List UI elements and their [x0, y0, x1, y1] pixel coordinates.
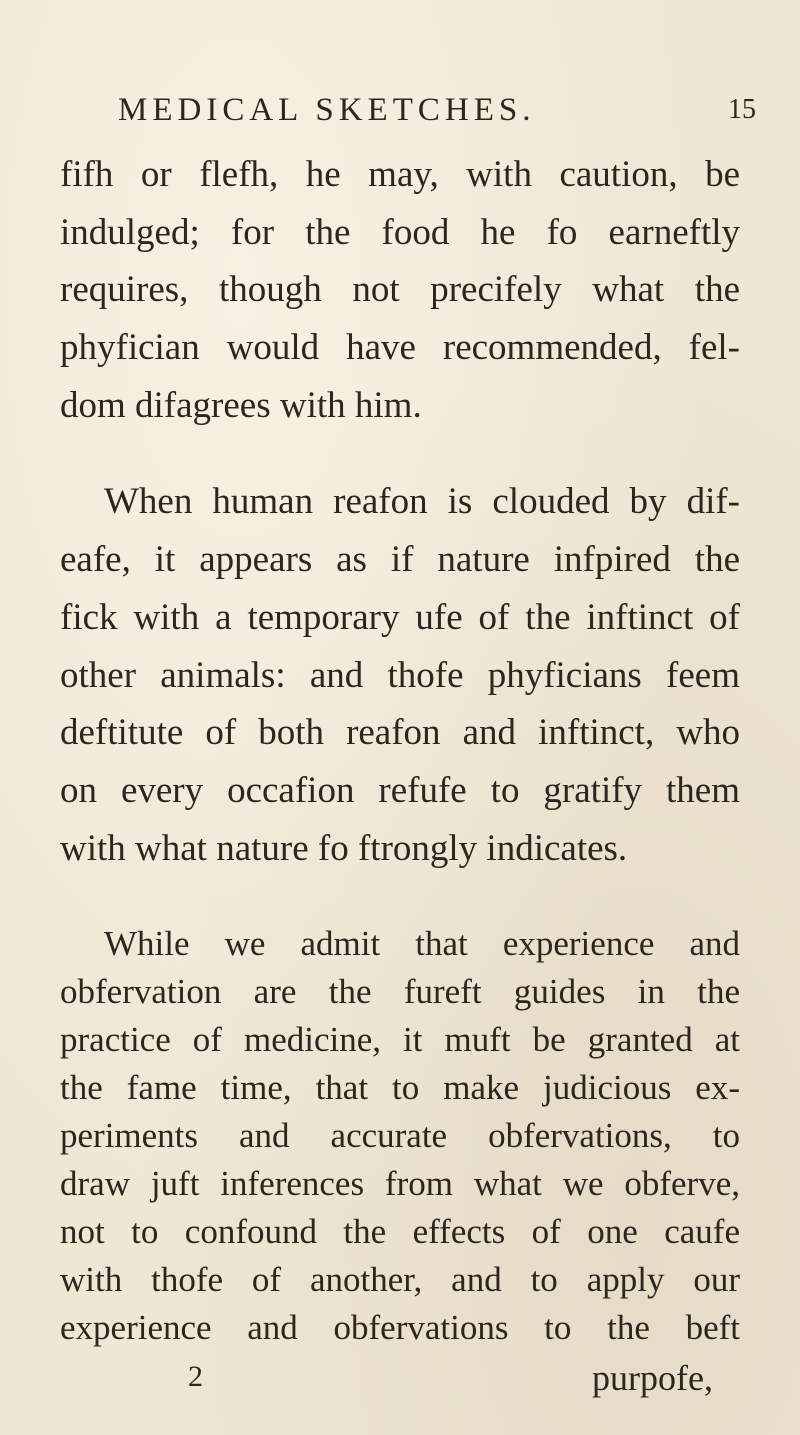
text-line: While we admit that experience and — [104, 924, 740, 963]
text-line: eafe, it appears as if nature infpired the — [60, 539, 740, 580]
text-line: indulged; for the food he fo earneftly — [60, 212, 740, 253]
text-line: practice of medicine, it muft be granted at — [60, 1020, 740, 1059]
text-line: When human reafon is clouded by dif- — [104, 481, 740, 522]
text-line: with what nature fo ftrongly indicates. — [60, 828, 628, 869]
text-line: with thofe of another, and to apply our — [60, 1260, 740, 1299]
catchword: purpofe, — [592, 1358, 713, 1398]
text-line: periments and accurate obfervations, to — [60, 1116, 740, 1155]
text-line: experience and obfervations to the beft — [60, 1308, 740, 1347]
text-line: dom difagrees with him. — [60, 385, 422, 426]
text-line: the fame time, that to make judicious ex- — [60, 1068, 740, 1107]
text-line: deftitute of both reafon and inftinct, who — [60, 712, 740, 753]
text-line: fifh or flefh, he may, with caution, be — [60, 154, 740, 195]
page-number: 15 — [728, 94, 756, 125]
text-line: requires, though not precifely what the — [60, 269, 740, 310]
running-head — [0, 92, 800, 142]
text-line: on every occafion refufe to gratify them — [60, 770, 740, 811]
text-line: not to confound the effects of one caufe — [60, 1212, 740, 1251]
text-line: other animals: and thofe phyficians feem — [60, 655, 740, 696]
text-line: phyfician would have recommended, fel- — [60, 327, 740, 368]
text-line: obfervation are the fureft guides in the — [60, 972, 740, 1011]
text-line: fick with a temporary ufe of the inftinct of — [60, 597, 740, 638]
running-title: MEDICAL SKETCHES. — [118, 92, 536, 128]
text-line: draw juft inferences from what we obferve, — [60, 1164, 740, 1203]
signature-mark: 2 — [188, 1360, 203, 1393]
